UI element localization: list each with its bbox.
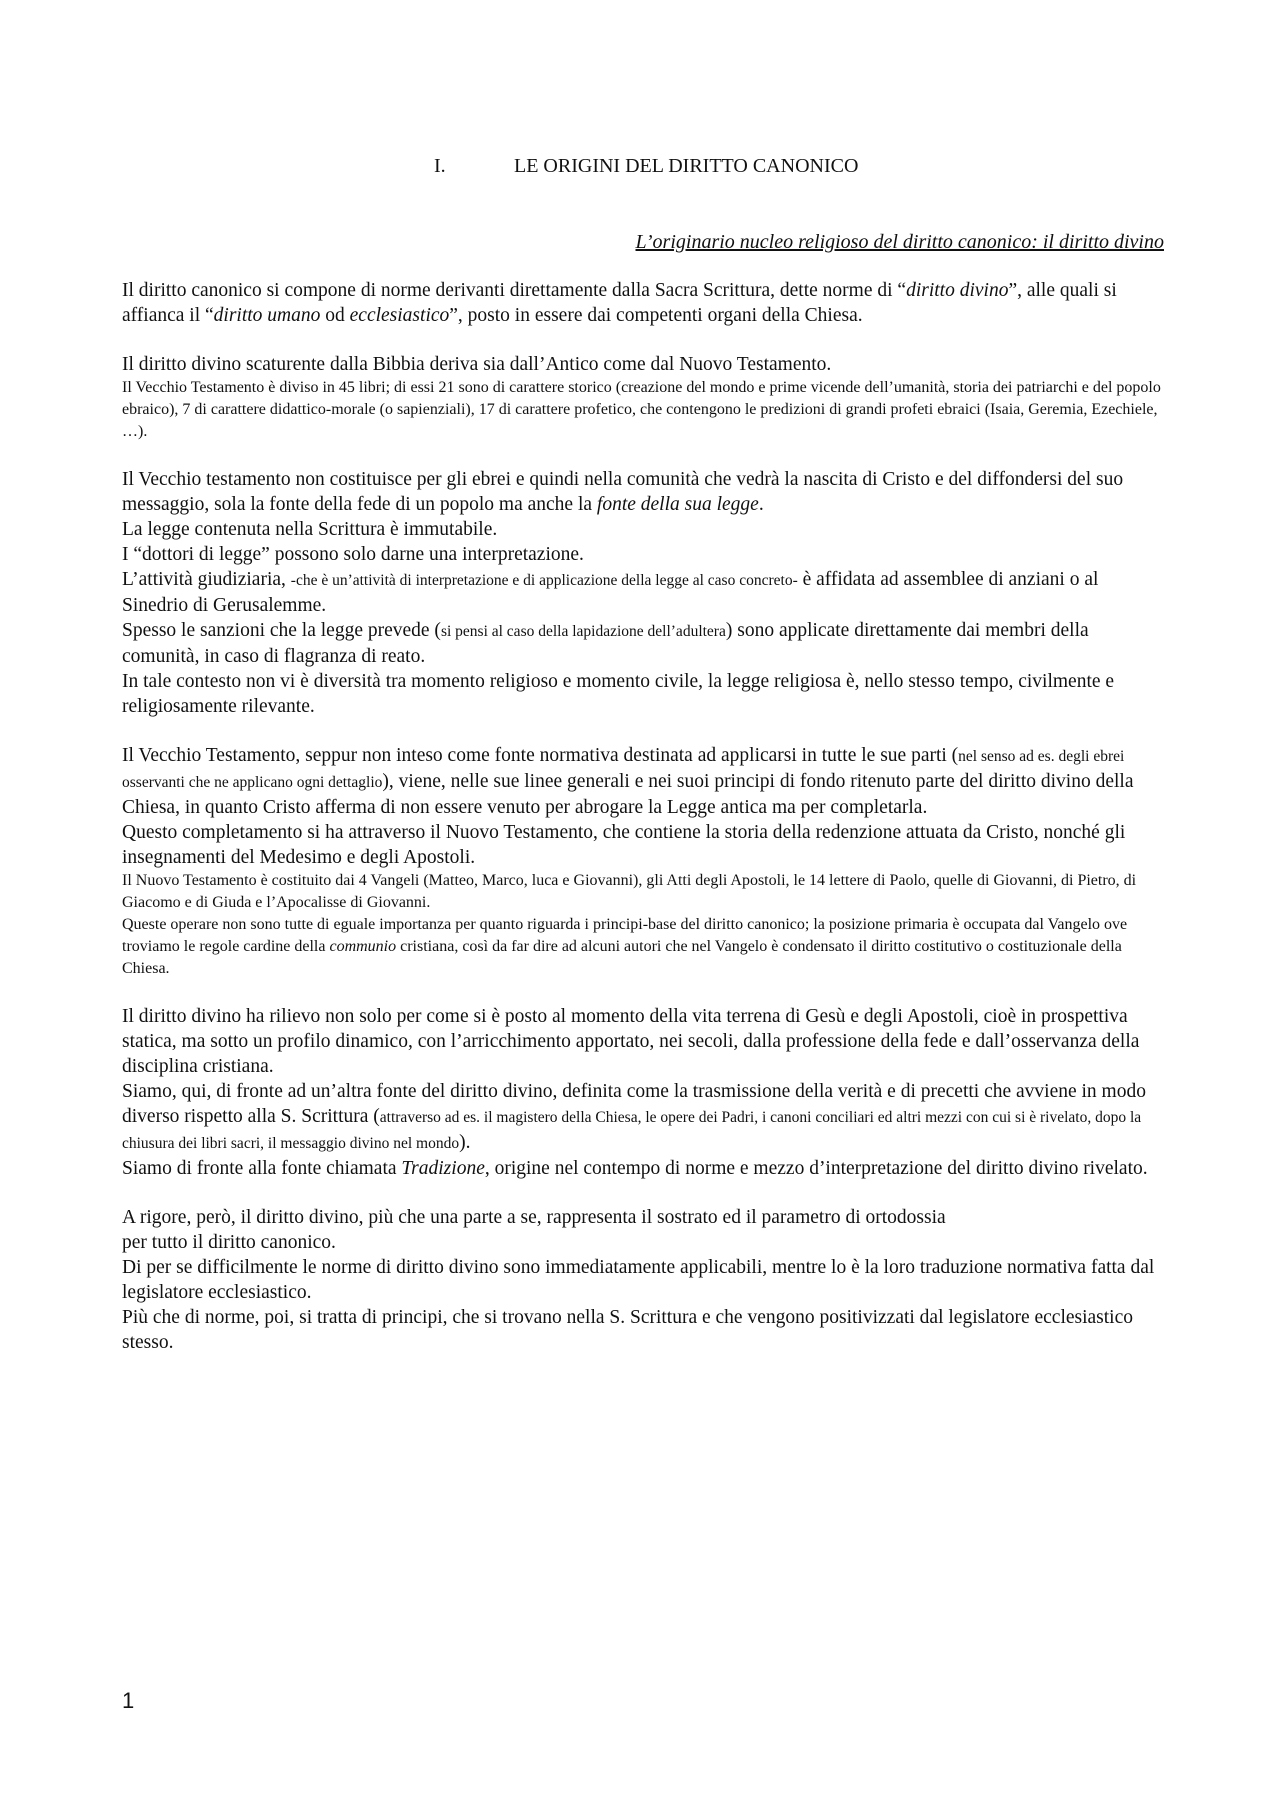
paragraph: Di per se difficilmente le norme di diritto divino sono immediatamente applicabili, mentre lo è la loro traduzione normativa fatta dal legislatore ecclesiastico. [122,1257,1155,1303]
paragraph: In tale contesto non vi è diversità tra momento religioso e momento civile, la legge religiosa è, nello stesso tempo, civilmente e religiosamente rilevante. [122,671,1115,717]
paragraph: Siamo, qui, di fronte ad un’altra fonte del diritto divino, definita come la trasmissione della verità e di precetti che avviene in modo diverso rispetto alla S. Scrittura (attraverso ad es. il magistero della Chiesa, le opere dei Padri, i canoni conciliari ed altri mezzi con cui si è rivelato, dopo la chiusura dei libri sacri, il messaggio divino nel mondo). [122,1081,1146,1153]
chapter-heading [434,153,934,179]
paragraph: L’attività giudiziaria, -che è un’attività di interpretazione e di applicazione della legge al caso concreto- è affidata ad assemblee di anziani o al Sinedrio di Gerusalemme. [122,569,1099,616]
paragraph-small: Il Nuovo Testamento è costituito dai 4 Vangeli (Matteo, Marco, luca e Giovanni), gli Atti degli Apostoli, le 14 lettere di Paolo, quelle di Giovanni, di Pietro, di Giacomo e di Giuda e l’Apocalisse di Giovanni. [122,872,1137,911]
paragraph: Il diritto canonico si compone di norme derivanti direttamente dalla Sacra Scrittura, dette norme di “diritto divino”, alle quali si affianca il “diritto umano od ecclesiastico”, posto in essere dai competenti organi della Chiesa. [122,280,1117,326]
paragraph: A rigore, però, il diritto divino, più che una parte a se, rappresenta il sostrato ed il parametro di ortodossia per tutto il diritto canonico. [122,1207,946,1253]
paragraph: Più che di norme, poi, si tratta di principi, che si trovano nella S. Scrittura e che vengono positivizzati dal legislatore ecclesiastico stesso. [122,1307,1134,1353]
paragraph: La legge contenuta nella Scrittura è immutabile. [122,519,498,540]
paragraph: Il diritto divino scaturente dalla Bibbia deriva sia dall’Antico come dal Nuovo Testamento. [122,354,832,375]
chapter-number: I. [434,155,446,177]
paragraph-small: Il Vecchio Testamento è diviso in 45 libri; di essi 21 sono di carattere storico (creazione del mondo e prime vicende dell’umanità, storia dei patriarchi e del popolo ebraico), 7 di carattere didattico-morale (o sapienziali), 17 di carattere profetico, che contengono le predizioni di grandi profeti ebraici (Isaia, Geremia, Ezechiele, …). [122,379,1161,440]
paragraph: Il Vecchio testamento non costituisce per gli ebrei e quindi nella comunità che vedrà la nascita di Cristo e del diffondersi del suo messaggio, sola la fonte della fede di un popolo ma anche la fonte della sua legge. [122,469,1124,515]
paragraph: Spesso le sanzioni che la legge prevede (si pensi al caso della lapidazione dell’adultera) sono applicate direttamente dai membri della comunità, in caso di flagranza di reato. [122,620,1089,667]
section-subheading: L’originario nucleo religioso del diritto canonico: il diritto divino [635,231,1164,253]
chapter-title: LE ORIGINI DEL DIRITTO CANONICO [514,155,859,177]
paragraph: Siamo di fronte alla fonte chiamata Tradizione, origine nel contempo di norme e mezzo d’interpretazione del diritto divino rivelato. [122,1158,1148,1179]
page-number: 1 [122,1688,135,1713]
paragraph: Questo completamento si ha attraverso il Nuovo Testamento, che contiene la storia della redenzione attuata da Cristo, nonché gli insegnamenti del Medesimo e degli Apostoli. [122,822,1126,868]
document-body [122,278,1167,1355]
paragraph: Il Vecchio Testamento, seppur non inteso come fonte normativa destinata ad applicarsi in tutte le sue parti (nel senso ad es. degli ebrei osservanti che ne applicano ogni dettaglio), viene, nelle sue linee generali e nei suoi principi di fondo ritenuto parte del diritto divino della Chiesa, in quanto Cristo afferma di non essere venuto per abrogare la Legge antica ma per completarla. [122,745,1134,818]
paragraph: Il diritto divino ha rilievo non solo per come si è posto al momento della vita terrena di Gesù e degli Apostoli, cioè in prospettiva statica, ma sotto un profilo dinamico, con l’arricchimento apportato, nei secoli, dalla professione della fede e dall’osservanza della disciplina cristiana. [122,1006,1140,1077]
paragraph-small: Queste operare non sono tutte di eguale importanza per quanto riguarda i principi-base del diritto canonico; la posizione primaria è occupata dal Vangelo ove troviamo le regole cardine della communio cristiana, così da far dire ad alcuni autori che nel Vangelo è condensato il diritto costitutivo o costituzionale della Chiesa. [122,916,1128,977]
paragraph: I “dottori di legge” possono solo darne una interpretazione. [122,544,584,565]
